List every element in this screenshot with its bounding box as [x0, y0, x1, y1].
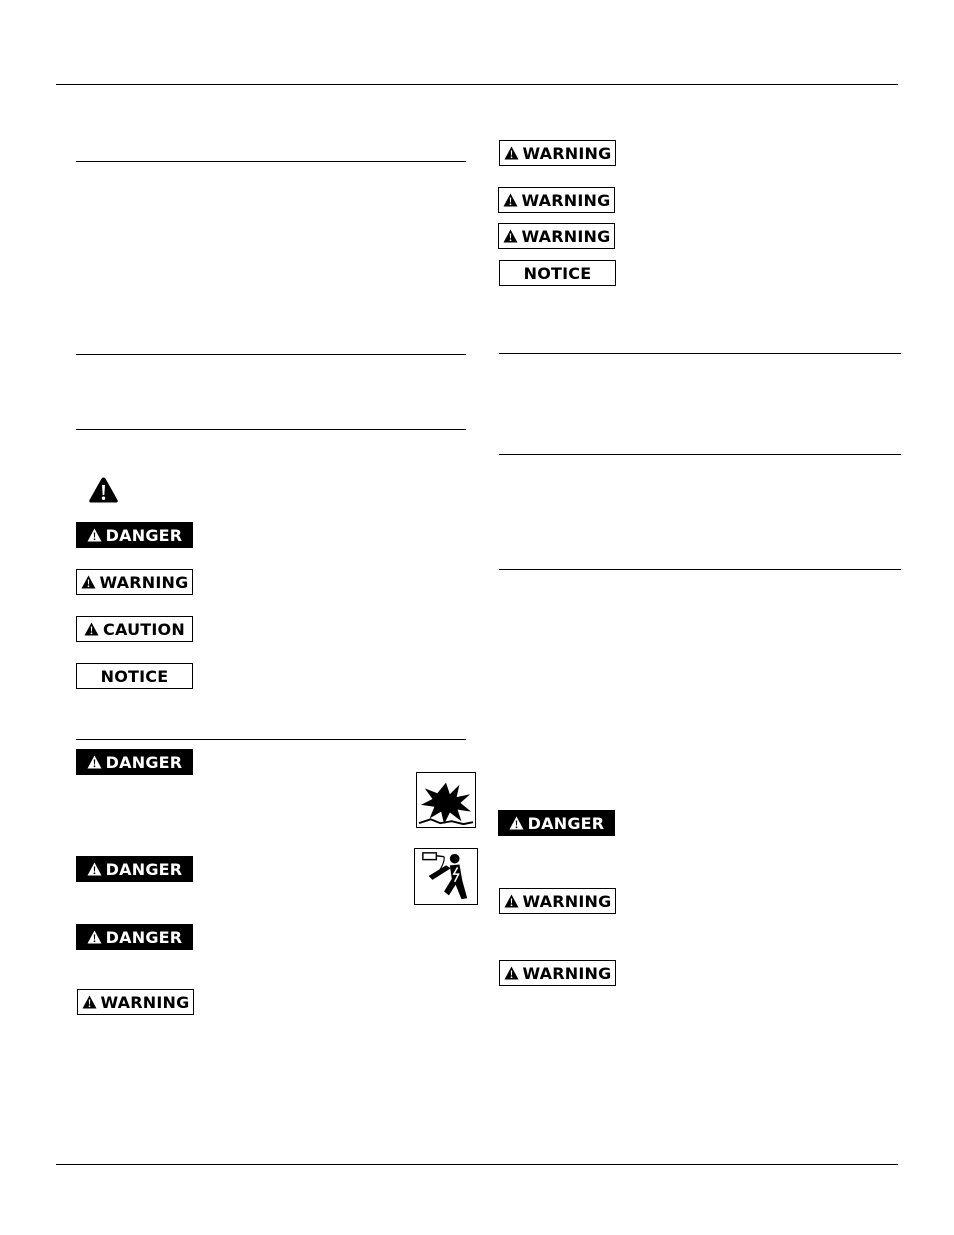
- danger-badge: [76, 924, 193, 950]
- danger-badge: [76, 522, 193, 548]
- badge-label: DANGER: [105, 927, 183, 947]
- safety-alert-triangle-icon: [87, 528, 102, 542]
- section-rule: [76, 161, 466, 162]
- notice-badge: [76, 663, 193, 689]
- badge-label: WARNING: [522, 143, 612, 163]
- section-rule: [499, 569, 901, 570]
- badge-label: WARNING: [521, 190, 611, 210]
- safety-alert-triangle-icon: [509, 816, 524, 830]
- safety-alert-triangle-icon: [82, 995, 97, 1009]
- electric-shock-hazard-icon: [414, 848, 478, 905]
- safety-alert-triangle-icon: [503, 193, 518, 207]
- safety-alert-triangle-icon: [84, 622, 99, 636]
- section-rule: [499, 353, 901, 354]
- notice-badge: [499, 260, 616, 286]
- warning-badge: [499, 960, 616, 986]
- badge-label: NOTICE: [100, 666, 169, 686]
- badge-label: WARNING: [522, 891, 612, 911]
- badge-label: WARNING: [521, 226, 611, 246]
- safety-alert-triangle-icon: [503, 229, 518, 243]
- warning-badge: [499, 888, 616, 914]
- badge-label: NOTICE: [523, 263, 592, 283]
- badge-label: WARNING: [99, 572, 189, 592]
- badge-label: WARNING: [522, 963, 612, 983]
- safety-alert-triangle-icon: [504, 146, 519, 160]
- danger-badge: [76, 856, 193, 882]
- explosion-hazard-icon: [416, 772, 476, 828]
- caution-badge: [76, 616, 193, 642]
- safety-alert-triangle-icon: [81, 575, 96, 589]
- danger-badge: [498, 810, 615, 836]
- safety-alert-triangle-icon: [87, 862, 102, 876]
- warning-badge: [498, 187, 615, 213]
- section-rule: [76, 354, 466, 355]
- badge-label: DANGER: [105, 859, 183, 879]
- badge-label: DANGER: [527, 813, 605, 833]
- footer-rule: [56, 1164, 898, 1165]
- warning-badge: [498, 223, 615, 249]
- warning-badge: [76, 569, 193, 595]
- warning-badge: [499, 140, 616, 166]
- safety-alert-triangle-icon: [88, 476, 119, 504]
- badge-label: DANGER: [105, 752, 183, 772]
- header-rule: [56, 84, 898, 85]
- section-rule: [76, 739, 466, 740]
- safety-alert-triangle-icon: [87, 930, 102, 944]
- section-rule: [499, 454, 901, 455]
- badge-label: WARNING: [100, 992, 190, 1012]
- danger-badge: [76, 749, 193, 775]
- safety-alert-triangle-icon: [87, 755, 102, 769]
- section-rule: [76, 429, 466, 430]
- safety-alert-triangle-icon: [504, 894, 519, 908]
- badge-label: CAUTION: [103, 619, 185, 639]
- safety-alert-triangle-icon: [504, 966, 519, 980]
- warning-badge: [77, 989, 194, 1015]
- badge-label: DANGER: [105, 525, 183, 545]
